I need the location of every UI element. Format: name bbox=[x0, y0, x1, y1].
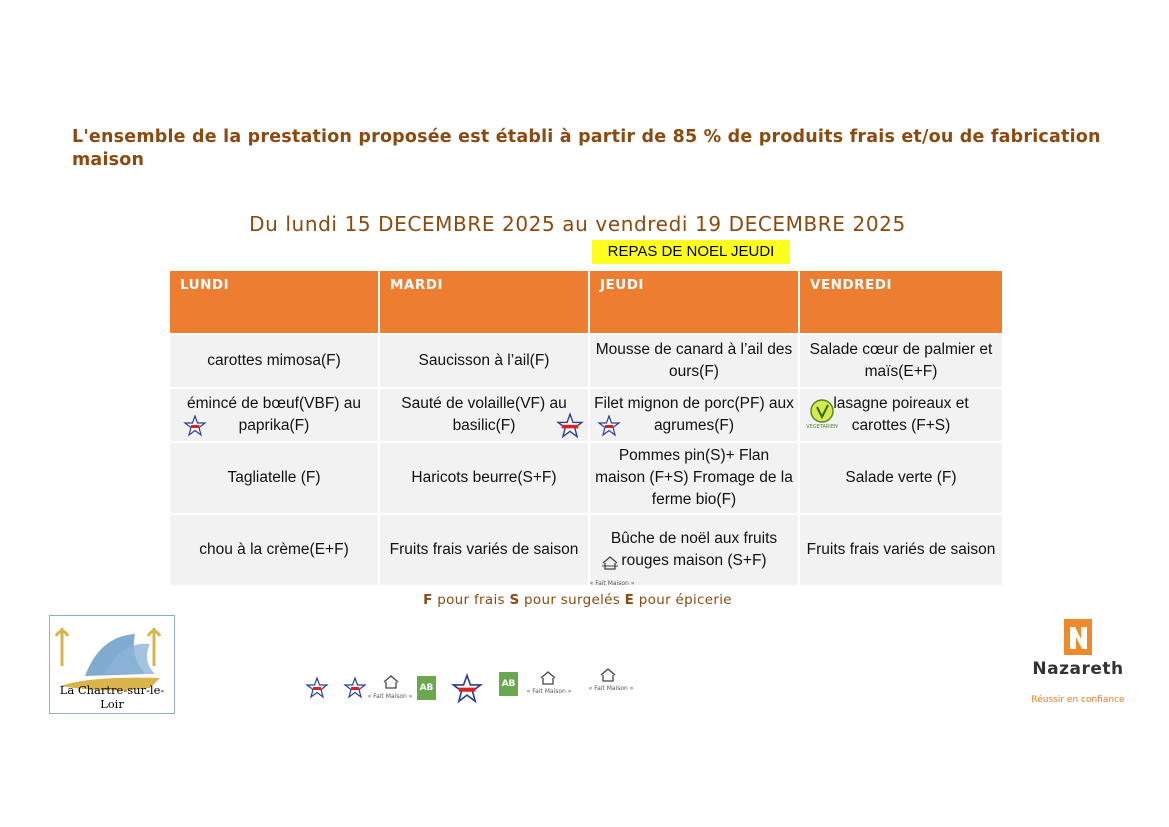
menu-header-row bbox=[169, 270, 1003, 334]
day-header: VENDREDI bbox=[799, 270, 1003, 334]
french-origin-star-icon bbox=[184, 415, 206, 437]
menu-cell-wrap bbox=[589, 514, 799, 586]
menu-cell: émincé de bœuf(VBF) au paprika(F) bbox=[186, 395, 361, 434]
french-origin-star-icon bbox=[344, 677, 366, 699]
fait-maison-house-icon bbox=[538, 670, 558, 686]
ab-organic-icon: AB bbox=[417, 676, 436, 700]
menu-cell-wrap bbox=[379, 388, 589, 442]
french-origin-star-icon bbox=[306, 677, 328, 699]
menu-cell-wrap bbox=[799, 388, 1003, 442]
fait-maison-label: « Fait Maison » bbox=[526, 688, 572, 695]
menu-cell-wrap bbox=[169, 388, 379, 442]
day-header: LUNDI bbox=[169, 270, 379, 334]
menu-cell: Saucisson à l’ail(F) bbox=[379, 334, 589, 388]
vegetarian-label: VEGETARIEN bbox=[806, 424, 838, 430]
menu-cell: carottes mimosa(F) bbox=[169, 334, 379, 388]
legend-key: F bbox=[423, 592, 433, 608]
legend bbox=[0, 592, 1155, 608]
menu-cell: Sauté de volaille(VF) au basilic(F) bbox=[401, 395, 567, 434]
menu-cell: Mousse de canard à l’ail des ours(F) bbox=[589, 334, 799, 388]
vegetarian-leaf-icon bbox=[808, 399, 836, 429]
menu-cell: lasagne poireaux et carottes (F+S) bbox=[833, 395, 969, 434]
menu-cell: Haricots beurre(S+F) bbox=[379, 442, 589, 514]
legend-text: pour frais bbox=[432, 592, 510, 608]
intro-statement: L'ensemble de la prestation proposée est établi à partir de 85 % de produits frais et/ou de fabrication maison bbox=[72, 127, 1101, 170]
nazareth-logo-icon bbox=[1018, 615, 1138, 659]
menu-table bbox=[168, 269, 1004, 587]
town-logo bbox=[49, 615, 175, 714]
table-row bbox=[169, 442, 1003, 514]
table-row bbox=[169, 514, 1003, 586]
french-origin-star-icon bbox=[598, 415, 620, 437]
menu-cell: Filet mignon de porc(PF) aux agrumes(F) bbox=[594, 395, 794, 434]
day-header: MARDI bbox=[379, 270, 589, 334]
menu-cell: Fruits frais variés de saison bbox=[379, 514, 589, 586]
table-row bbox=[169, 334, 1003, 388]
menu-cell: Tagliatelle (F) bbox=[169, 442, 379, 514]
fait-maison-label: « Fait Maison » bbox=[588, 685, 634, 692]
menu-cell: Fruits frais variés de saison bbox=[799, 514, 1003, 586]
menu-cell: Salade verte (F) bbox=[799, 442, 1003, 514]
town-name: La Chartre-sur-le-Loir bbox=[59, 683, 165, 711]
fait-maison-label: « Fait Maison » bbox=[589, 580, 635, 587]
french-origin-star-icon bbox=[556, 413, 584, 439]
brand-name: Nazareth bbox=[1032, 659, 1124, 679]
fait-maison-house-icon bbox=[381, 674, 401, 690]
legend-key: E bbox=[624, 592, 635, 608]
fait-maison-label: « Fait Maison » bbox=[367, 693, 413, 700]
table-row bbox=[169, 388, 1003, 442]
special-meal-banner: REPAS DE NOEL JEUDI bbox=[592, 240, 790, 264]
fait-maison-house-icon bbox=[598, 667, 618, 683]
legend-text: pour épicerie bbox=[634, 592, 732, 608]
menu-cell-wrap bbox=[589, 388, 799, 442]
legend-key: S bbox=[509, 592, 520, 608]
menu-cell: Bûche de noël aux fruits rouges maison (S+F) bbox=[610, 530, 778, 569]
nazareth-logo bbox=[1018, 615, 1138, 715]
menu-cell: chou à la crème(E+F) bbox=[169, 514, 379, 586]
ab-organic-icon: AB bbox=[499, 672, 518, 696]
brand-tagline: Réussir en confiance bbox=[1031, 695, 1125, 705]
week-title: Du lundi 15 DECEMBRE 2025 au vendredi 19 DECEMBRE 2025 bbox=[249, 212, 906, 236]
menu-cell: Pommes pin(S)+ Flan maison (F+S) Fromage de la ferme bio(F) bbox=[589, 442, 799, 514]
menu-cell: Salade cœur de palmier et maïs(E+F) bbox=[799, 334, 1003, 388]
french-origin-star-icon bbox=[452, 674, 482, 704]
legend-text: pour surgelés bbox=[519, 592, 625, 608]
fait-maison-house-icon bbox=[600, 555, 620, 571]
day-header: JEUDI bbox=[589, 270, 799, 334]
